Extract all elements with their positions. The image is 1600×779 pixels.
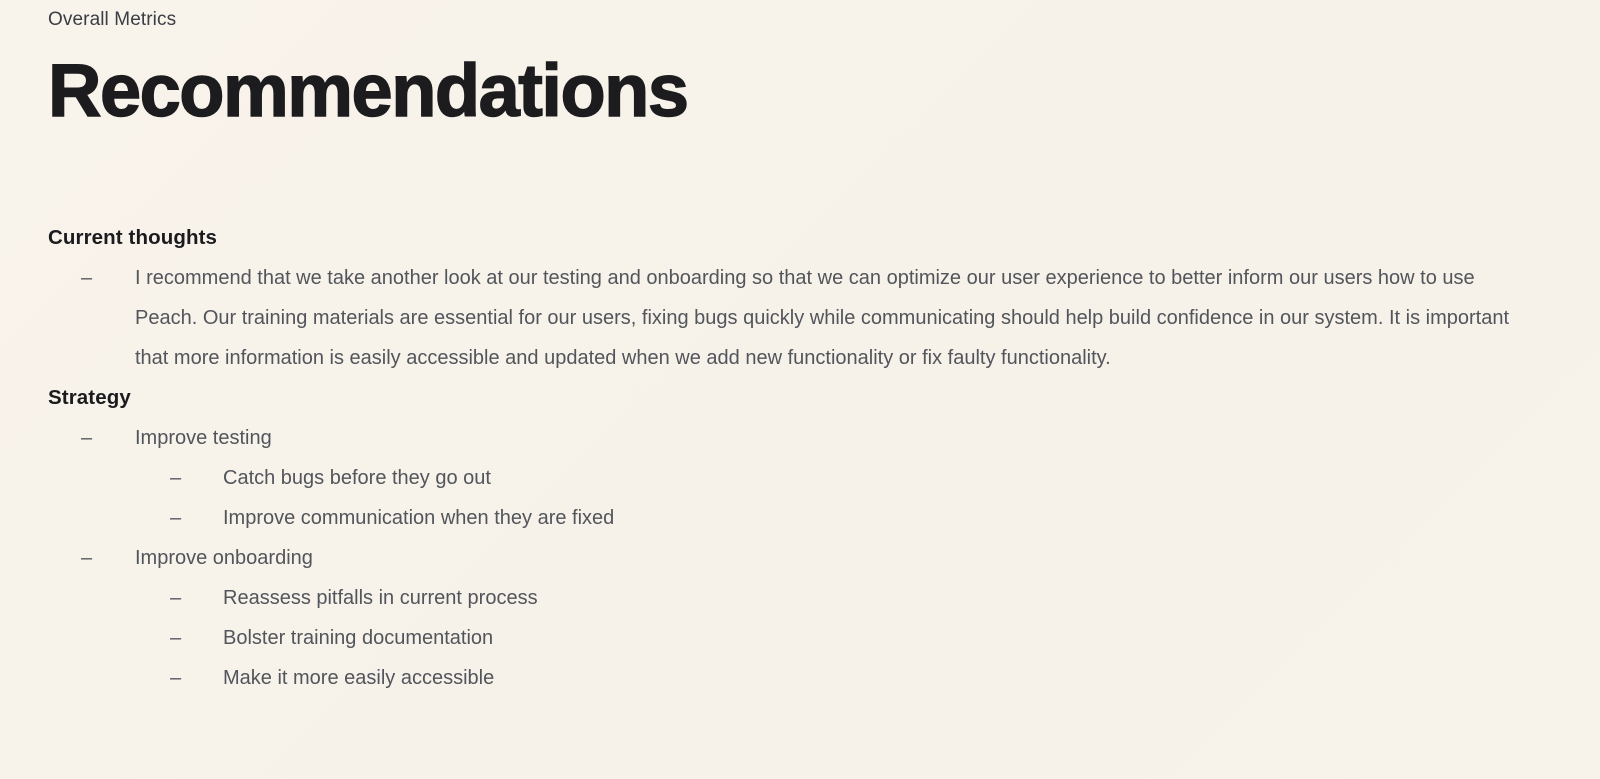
list-item [48, 618, 1540, 658]
breadcrumb[interactable]: Overall Metrics [48, 9, 177, 30]
page-title: Recommendations [48, 49, 688, 132]
list-item-text: Improve testing [135, 427, 272, 449]
list-item-text: Bolster training documentation [223, 627, 494, 649]
list-item [48, 658, 1540, 698]
section-heading-current-thoughts: Current thoughts [48, 226, 217, 249]
list-item-text: Make it more easily accessible [223, 667, 495, 689]
dash-bullet-icon: – [170, 627, 182, 649]
dash-bullet-icon: – [81, 547, 93, 569]
list-item-text: I recommend that we take another look at our testing and onboarding so that we can optimize our user experience to better inform our users how to use Peach. Our training materials are essential for our users, fixing bugs quickly while communicating should help build confidence in our system. It is important that more information is easily accessible and updated when we add new functionality or fix faulty functionality. [135, 267, 1509, 369]
list-item [48, 498, 1540, 538]
list-item [48, 418, 1540, 458]
dash-bullet-icon: – [170, 507, 182, 529]
list-item-text: Reassess pitfalls in current process [223, 587, 538, 609]
list-item [48, 538, 1540, 578]
dash-bullet-icon: – [81, 427, 93, 449]
section-heading-strategy: Strategy [48, 386, 131, 409]
dash-bullet-icon: – [170, 667, 182, 689]
list-item-text: Improve onboarding [135, 547, 313, 569]
list-item [48, 458, 1540, 498]
dash-bullet-icon: – [170, 467, 182, 489]
list-item-text: Catch bugs before they go out [223, 467, 491, 489]
dash-bullet-icon: – [170, 587, 182, 609]
list-item-text: Improve communication when they are fixed [223, 507, 615, 529]
list-item [48, 258, 1540, 378]
document-body [48, 218, 1540, 698]
dash-bullet-icon: – [81, 267, 93, 289]
list-item [48, 578, 1540, 618]
